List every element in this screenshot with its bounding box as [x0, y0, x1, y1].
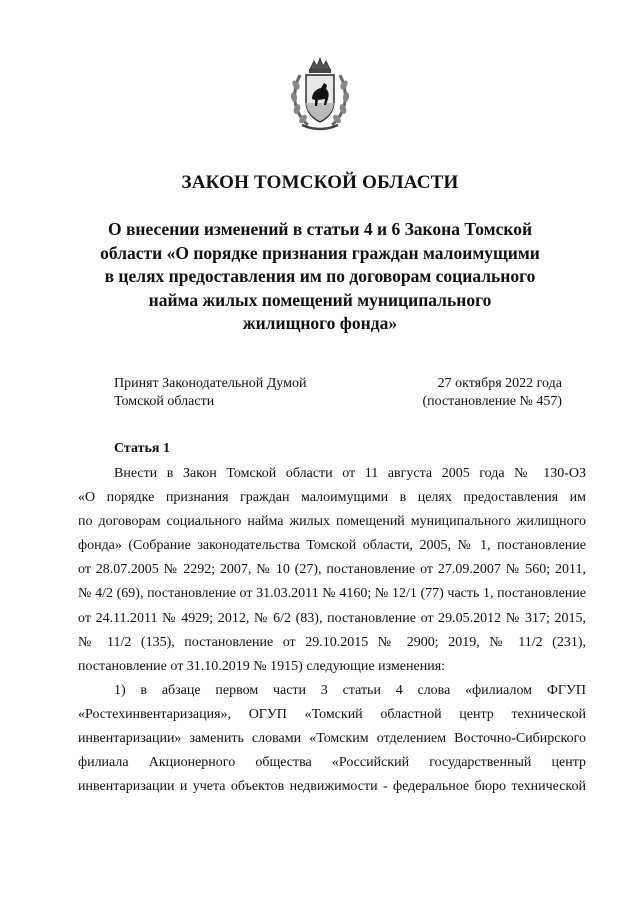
subject-line: области «О порядке признания граждан малоимущими — [100, 242, 540, 263]
resolution-number: (постановление № 457) — [422, 394, 562, 409]
adoption-date — [422, 375, 562, 411]
article-line: Внести в Закон Томской области от 11 августа 2005 года № 130-ОЗ — [114, 466, 586, 481]
article-line: «Ростехинвентаризация», ОГУП «Томский областной центр технической — [78, 706, 586, 722]
article-body — [78, 462, 586, 799]
law-title: ЗАКОН ТОМСКОЙ ОБЛАСТИ — [181, 172, 459, 193]
coat-of-arms-icon — [288, 55, 352, 133]
subject-line: О внесении изменений в статьи 4 и 6 Закона Томской — [107, 219, 533, 239]
article-line: от 28.07.2005 № 2292; 2007, № 10 (27), постановление от 27.09.2007 № 560; 2011, — [78, 562, 586, 578]
adopted-by — [114, 375, 306, 411]
article-line: № 4/2 (69), постановление от 31.03.2011 № 4160; № 12/1 (77) часть 1, постановление — [78, 586, 586, 602]
article-line: № 11/2 (135), постановление от 29.10.2015 № 2900; 2019, № 11/2 (231), — [78, 634, 586, 650]
adoption-date-line: 27 октября 2022 года — [437, 376, 562, 391]
article-line: инвентаризации и учета объектов недвижимости - федеральное бюро технической — [78, 779, 586, 795]
article-line: «О порядке признания граждан малоимущими в целях предоставления им — [78, 490, 586, 506]
adopted-by-line: Томской области — [114, 394, 215, 409]
article-line: по договорам социального найма жилых помещений муниципального жилищного — [78, 514, 586, 530]
article-line: постановление от 31.10.2019 № 1915) следующие изменения: — [78, 658, 446, 674]
article-line: фонда» (Собрание законодательства Томской области, 2005, № 1, постановление — [78, 538, 586, 554]
subject-line: найма жилых помещений муниципального — [148, 289, 492, 310]
article-line: инвентаризации» заменить словами «Томским отделением Восточно-Сибирского — [78, 731, 586, 747]
article-line: от 24.11.2011 № 4929; 2012, № 6/2 (83), постановление от 29.05.2012 № 317; 2015, — [78, 610, 586, 626]
law-subject — [70, 218, 570, 336]
article-line: филиала Акционерного общества «Российский государственный центр — [78, 755, 586, 771]
subject-line: жилищного фонда» — [242, 313, 398, 333]
subject-line: в целях предоставления им по договорам социального — [104, 266, 536, 286]
adopted-by-line: Принят Законодательной Думой — [114, 376, 307, 391]
article-heading: Статья 1 — [114, 441, 170, 456]
article-line: 1) в абзаце первом части 3 статьи 4 слова «филиалом ФГУП — [114, 682, 586, 698]
